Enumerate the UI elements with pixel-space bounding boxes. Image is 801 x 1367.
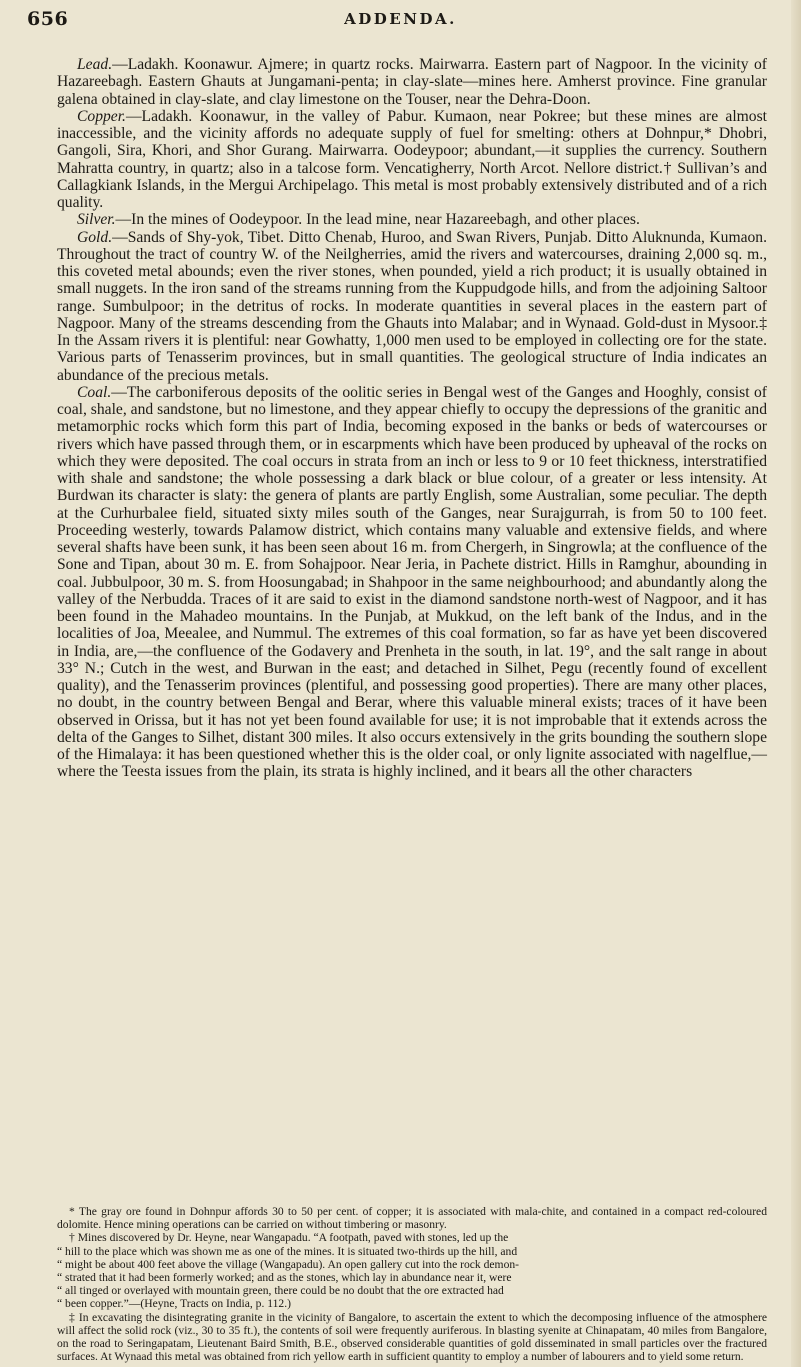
- page-number: 656: [27, 8, 69, 30]
- paragraph-silver-term: Silver.: [77, 211, 116, 229]
- page-edge: [791, 0, 801, 1367]
- paragraph-coal: [57, 384, 767, 781]
- paragraph-text: —Ladakh. Koonawur. Ajmere; in quartz rocks. Mairwarra. Eastern part of Nagpoor. In the vicinity of Hazareebagh. Eastern Ghauts at Jungamani-penta; in clay-slate—mines here. Amherst province. Fine granular galena obtained in clay-slate, and clay limestone on the Touser, near the Dehra-Doon.: [57, 56, 767, 108]
- paragraph-lead: [57, 56, 767, 108]
- footnote-bangalore-gold: ‡ In excavating the disintegrating granite in the vicinity of Bangalore, to ascertain the extent to which the decomposing influence of the atmosphere will affect the solid rock (viz., 30 to 35 ft.), the contents of soil were frequently auriferous. In blasting syenite at Chinapatam, 40 miles from Bangalore, on the road to Seringapatam, Lieutenant Baird Smith, B.E., observed considerable quantities of gold disseminated in small particles over the fractured surfaces. At Wynaad this metal was obtained from rich yellow earth in sufficient quantity to employ a number of labourers and to yield some return.: [57, 1310, 767, 1364]
- body-text: [57, 56, 767, 781]
- footnote-quote-line: “ been copper.”—(Heyne, Tracts on India, p. 112.): [57, 1297, 291, 1311]
- footnote-quote-line: “ hill to the place which was shown me as one of the mines. It is situated two-thirds up the hill, and: [57, 1244, 518, 1258]
- paragraph-gold: [57, 229, 767, 384]
- footnote-copper-ore: * The gray ore found in Dohnpur affords 30 to 50 per cent. of copper; it is associated with mala-chite, and contained in a compact red-coloured dolomite. Hence mining operations can be carried on without timbering or masonry.: [57, 1205, 767, 1232]
- footnote-quote-line: “ all tinged or overlayed with mountain green, there could be no doubt that the ore extracted had: [57, 1284, 504, 1298]
- paragraph-text: —Sands of Shy-yok, Tibet. Ditto Chenab, Huroo, and Swan Rivers, Punjab. Ditto Aluknunda, Kumaon. Throughout the tract of country W. of the Neilgherries, amid the rivers and watercourses, draining 2,000 sq. m., this coveted metal abounds; even the river stones, when pounded, yield a rich product; it is usually obtained in small nuggets. In the iron sand of the streams running from the Kuppudgode hills, and from the adjoining Saltoor range. Sumbulpoor; in the detritus of rocks. In moderate quantities in several places in the eastern part of Nagpoor. Many of the streams descending from the Ghauts into Malabar; and in Wynaad. Gold-dust in Mysoor.‡ In the Assam rivers it is plentiful: near Gowhatty, 1,000 men used to be employed in collecting ore for the state. Various parts of Tenasserim provinces, but in small quantities. The geological structure of India indicates an abundance of the precious metals.: [57, 228, 767, 384]
- running-head: ADDENDA.: [344, 10, 457, 28]
- footnotes: [57, 1205, 767, 1363]
- paragraph-text: —In the mines of Oodeypoor. In the lead mine, near Hazareebagh, and other places.: [115, 211, 640, 229]
- footnote-quote-line: “ might be about 400 feet above the village (Wangapadu). An open gallery cut into the rock demon-: [57, 1257, 520, 1271]
- paragraph-coal-term: Coal.: [77, 383, 112, 401]
- paragraph-silver: [57, 211, 767, 228]
- paragraph-gold-term: Gold.: [77, 228, 113, 246]
- footnote-heyne-mines: † Mines discovered by Dr. Heyne, near Wangapadu. “A footpath, paved with stones, led up the: [69, 1231, 509, 1245]
- paragraph-text: —The carboniferous deposits of the oolitic series in Bengal west of the Ganges and Hooghly, consist of coal, shale, and sandstone, but no limestone, and they appear chiefly to occupy the depressions of the granitic and metamorphic rocks which form this part of India, becoming exposed in the banks or beds of watercourses or rivers which have passed through them, or in escarpments which have been produced by upheaval of the rocks on which they were deposited. The coal occurs in strata from an inch or less to 9 or 10 feet thickness, interstratified with shale and sandstone; the whole possessing a dark black or blue colour, of a greater or less intensity. At Burdwan its character is slaty: the genera of plants are partly English, some Australian, some peculiar. The depth at the Curhurbalee field, situated sixty miles south of the Ganges, near Surajgurrah, is from 50 to 100 feet. Proceeding westerly, towards Palamow district, which contains many valuable and extensive fields, and where several shafts have been sunk, it has been seen about 16 m. from Chergerh, in Singrowla; at the confluence of the Sone and Tipan, about 30 m. E. from Sohajpoor. Near Jeria, in Pachete district. Hills in Ramghur, abounding in coal. Jubbulpoor, 30 m. S. from Hoosungabad; in Shahpoor in the same neighbourhood; and abundantly along the valley of the Nerbudda. Traces of it are said to exist in the diamond sandstone north-west of Nagpoor, and it has been found in the Mahadeo mountains. In the Punjab, at Mukkud, on the left bank of the Indus, and in the localities of Joa, Meealee, and Nummul. The extremes of this coal formation, so far as have yet been discovered in India, are,—the confluence of the Godavery and Prenheta in the south, in lat. 19°, and the salt range in about 33° N.; Cutch in the west, and Burwan in the east; and detached in Silhet, Pegu (recently found of excellent quality), and the Tenasserim provinces (plentiful, and possessing good properties). There are many other places, no doubt, in the country between Bengal and Berar, where this valuable mineral exists; traces of it have been observed in Orissa, but it has not yet been found available for use; it is not improbable that it extends across the delta of the Ganges to Silhet, distant 300 miles. It also occurs extensively in the grits bounding the southern slope of the Himalaya: it has been questioned whether this is the older coal, or only lignite associated with nagelflue,—where the Teesta issues from the plain, its strata is highly inclined, and it bears all the other characters: [57, 383, 767, 781]
- paragraph-copper-term: Copper.: [77, 107, 126, 125]
- paragraph-lead-term: Lead.: [77, 56, 113, 73]
- footnote-quote-line: “ strated that it had been formerly worked; and as the stones, which lay in abundance near it, were: [57, 1271, 512, 1285]
- paragraph-copper: [57, 108, 767, 212]
- paragraph-text: —Ladakh. Koonawur, in the valley of Pabur. Kumaon, near Pokree; but these mines are almost inaccessible, and the vicinity affords no adequate supply of fuel for smelting: others at Dohnpur,* Dhobri, Gangoli, Sira, Khori, and Shor Gurang. Mairwarra. Oodeypoor; abundant,—it supplies the currency. Southern Mahratta country, in quartz; also in a talcose form. Vencatigherry, North Arcot. Nellore district.† Sullivan’s and Callagkiank Islands, in the Mergui Archipelago. This metal is most probably extensively distributed and of a rich quality.: [57, 107, 767, 211]
